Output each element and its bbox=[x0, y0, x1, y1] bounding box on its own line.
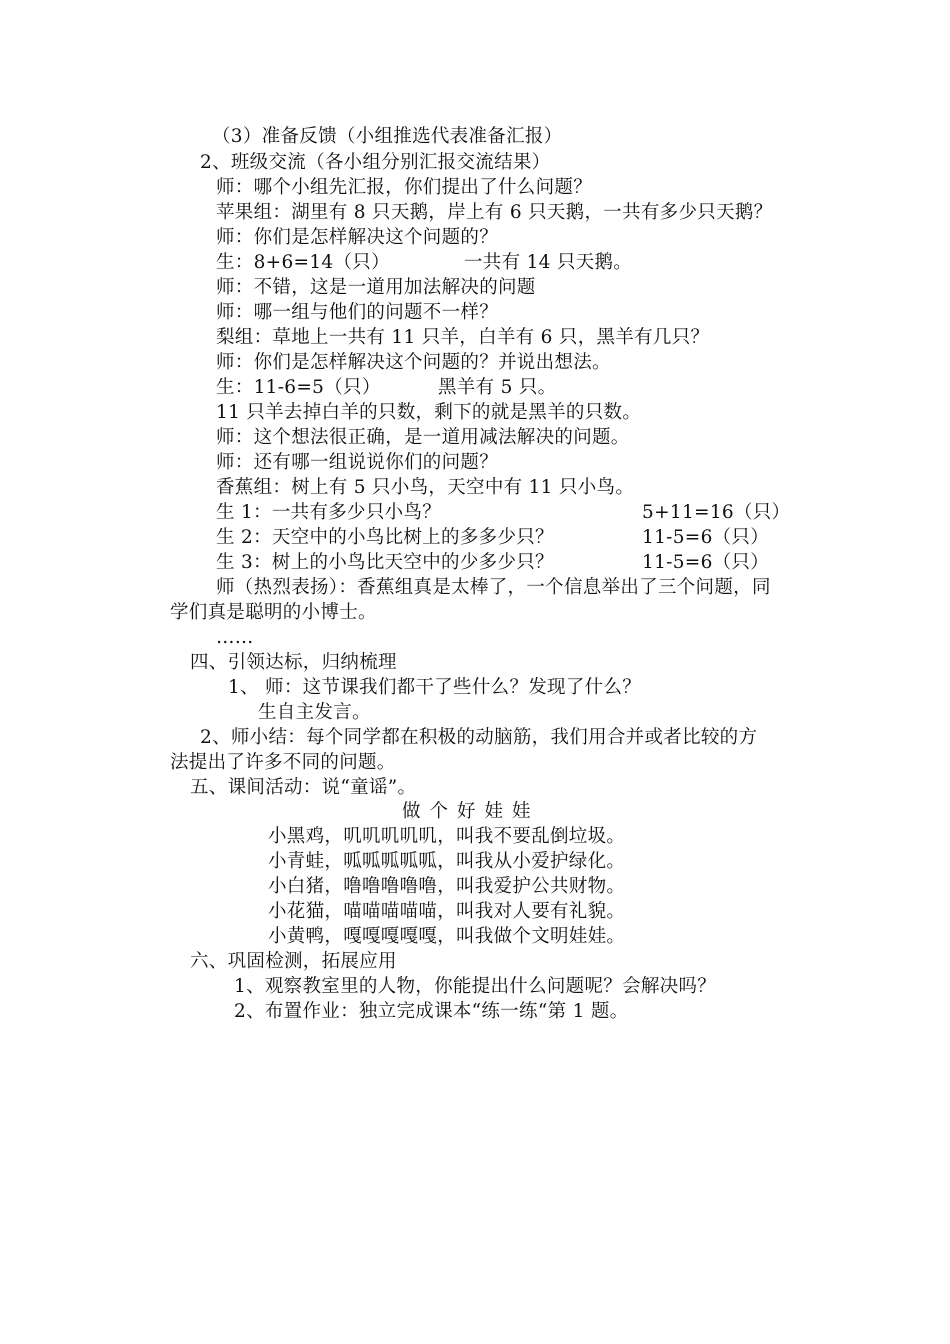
section-heading bbox=[190, 950, 397, 974]
line-text: 小白猪，噜噜噜噜噜，叫我爱护公共财物。 bbox=[268, 876, 626, 897]
ellipsis bbox=[216, 626, 254, 650]
student-answer: 生：11-6=5（只） bbox=[216, 377, 381, 398]
line-text: 师：不错，这是一道用加法解决的问题 bbox=[216, 277, 536, 298]
line-text: （3）准备反馈（小组推选代表准备汇报） bbox=[212, 126, 563, 147]
line-text: 11 只羊去掉白羊的只数，剩下的就是黑羊的只数。 bbox=[216, 402, 642, 423]
rhyme-line bbox=[268, 875, 625, 899]
text-line bbox=[216, 326, 709, 350]
text-line bbox=[170, 601, 377, 625]
line-text: 小黄鸭，嘎嘎嘎嘎嘎，叫我做个文明娃娃。 bbox=[268, 926, 626, 947]
text-line bbox=[216, 401, 641, 425]
line-text: 师：你们是怎样解决这个问题的？并说出想法。 bbox=[216, 352, 611, 373]
line-text: 师：哪一组与他们的问题不一样？ bbox=[216, 302, 499, 323]
line-text: 六、巩固检测，拓展应用 bbox=[190, 951, 397, 972]
line-text: 梨组：草地上一共有 11 只羊，白羊有 6 只，黑羊有几只？ bbox=[216, 327, 710, 348]
text-line bbox=[216, 576, 771, 600]
answer-statement: 一共有 14 只天鹅。 bbox=[464, 252, 633, 273]
line-text: 师（热烈表扬）：香蕉组真是太棒了，一个信息举出了三个问题，同 bbox=[216, 577, 771, 598]
rhyme-line bbox=[268, 900, 625, 924]
line-text: 做个好娃娃 bbox=[402, 801, 540, 822]
student-question: 生 1：一共有多少只小鸟？ bbox=[216, 502, 442, 523]
line-text: 生自主发言。 bbox=[258, 702, 371, 723]
line-text: 小青蛙，呱呱呱呱呱，叫我从小爱护绿化。 bbox=[268, 851, 626, 872]
line-text: 1、观察教室里的人物，你能提出什么问题呢？会解决吗？ bbox=[234, 976, 717, 997]
line-text: 2、班级交流（各小组分别汇报交流结果） bbox=[200, 152, 551, 173]
text-line bbox=[216, 351, 611, 375]
student-answer: 生：8+6=14（只） bbox=[216, 252, 390, 273]
text-line bbox=[258, 701, 371, 725]
text-line bbox=[216, 476, 634, 500]
line-text: 师：这个想法很正确，是一道用减法解决的问题。 bbox=[216, 427, 630, 448]
line-text: 苹果组：湖里有 8 只天鹅，岸上有 6 只天鹅，一共有多少只天鹅？ bbox=[216, 202, 773, 223]
student-equation: 5+11=16（只） bbox=[642, 502, 791, 523]
student-equation: 11-5=6（只） bbox=[642, 552, 770, 573]
section-heading bbox=[190, 776, 416, 800]
line-text: 1、 师：这节课我们都干了些什么？发现了什么？ bbox=[228, 677, 642, 698]
text-line bbox=[234, 975, 716, 999]
rhyme-line bbox=[268, 925, 625, 949]
text-line bbox=[216, 276, 536, 300]
student-question: 生 2：天空中的小鸟比树上的多多少只？ bbox=[216, 527, 554, 548]
text-line bbox=[212, 125, 562, 149]
line-text: 香蕉组：树上有 5 只小鸟，天空中有 11 只小鸟。 bbox=[216, 477, 635, 498]
answer-statement: 黑羊有 5 只。 bbox=[438, 377, 557, 398]
line-text: …… bbox=[216, 627, 254, 648]
line-text: 师：哪个小组先汇报，你们提出了什么问题？ bbox=[216, 177, 593, 198]
rhyme-line bbox=[268, 825, 625, 849]
text-line bbox=[200, 151, 550, 175]
line-text: 师：你们是怎样解决这个问题的？ bbox=[216, 227, 499, 248]
line-text: 四、引领达标，归纳梳理 bbox=[190, 652, 397, 673]
text-line bbox=[216, 226, 498, 250]
text-line bbox=[216, 451, 498, 475]
text-line bbox=[200, 726, 757, 750]
text-line bbox=[216, 176, 592, 200]
text-line bbox=[234, 1000, 628, 1024]
line-text: 小黑鸡，叽叽叽叽叽，叫我不要乱倒垃圾。 bbox=[268, 826, 626, 847]
line-text: 法提出了许多不同的问题。 bbox=[170, 752, 396, 773]
text-line bbox=[170, 751, 396, 775]
student-equation: 11-5=6（只） bbox=[642, 527, 770, 548]
text-line bbox=[228, 676, 641, 700]
text-line bbox=[216, 301, 498, 325]
line-text: 2、布置作业：独立完成课本“练一练“第 1 题。 bbox=[234, 1001, 629, 1022]
rhyme-line bbox=[268, 850, 625, 874]
text-line bbox=[216, 426, 630, 450]
line-text: 学们真是聪明的小博士。 bbox=[170, 602, 377, 623]
student-question: 生 3：树上的小鸟比天空中的少多少只？ bbox=[216, 552, 554, 573]
line-text: 小花猫，喵喵喵喵喵，叫我对人要有礼貌。 bbox=[268, 901, 626, 922]
section-heading bbox=[190, 651, 397, 675]
text-line bbox=[216, 201, 772, 225]
line-text: 师：还有哪一组说说你们的问题？ bbox=[216, 452, 499, 473]
line-text: 2、师小结：每个同学都在积极的动脑筋，我们用合并或者比较的方 bbox=[200, 727, 758, 748]
line-text: 五、课间活动：说“童谣”。 bbox=[190, 777, 417, 798]
rhyme-title bbox=[402, 800, 540, 824]
